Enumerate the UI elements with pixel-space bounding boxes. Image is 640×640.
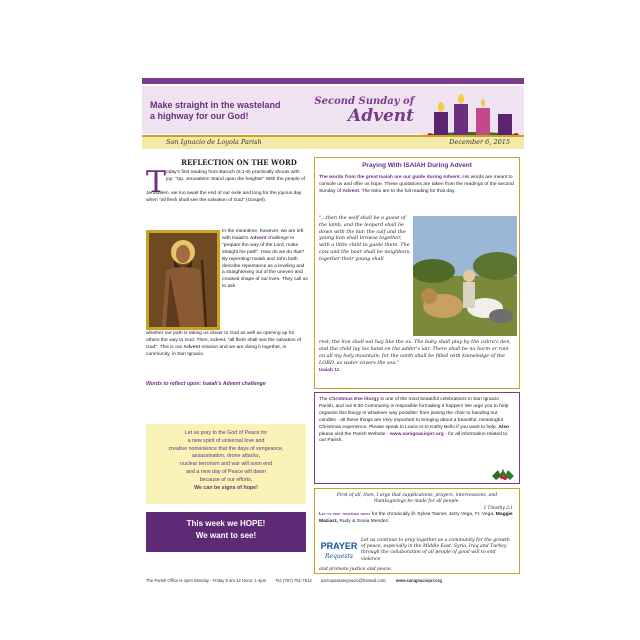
- header-banner: [142, 86, 524, 134]
- logo-text-prayer: PRAYER: [320, 541, 358, 551]
- issue-date: December 6, 2015: [449, 138, 510, 146]
- peace-line: and a new day of Peace will dawn: [186, 468, 266, 475]
- prayer-heading: Let us pray together today: [319, 512, 371, 517]
- tagline-line-2: a highway for our God!: [150, 111, 249, 121]
- title-line-1: Second Sunday of: [314, 96, 414, 107]
- wrap-text-1: In the meantime, however, we are left with Isaiah's: [222, 229, 304, 241]
- newsletter-page: [142, 78, 524, 583]
- hope-banner: [146, 512, 306, 552]
- drop-cap: T: [146, 165, 167, 200]
- peace-line: because of our efforts.: [199, 476, 253, 483]
- prayer-names: for the chronically ill: Sylvia Tasner, Jerry Vega, Fr. Vega,: [371, 512, 495, 517]
- wrap-advent-word: Advent: [249, 235, 267, 241]
- prayer-requests-box: [314, 488, 520, 574]
- peace-line: a new spirit of universal love and: [187, 437, 265, 444]
- john-the-baptist-image: [146, 230, 220, 330]
- isaiah-advent-word: Advent: [342, 188, 359, 194]
- isaiah-quote-text: rest; the lion shall eat hay like the ox. The baby shall play by the cobra's den, and the child lay his hand on the adder's lair. There shall be no harm or ruin on all my holy mountain; for the earth shall be filled with knowledge of the LORD, as water covers the sea.": [319, 339, 511, 366]
- peace-line: creative nonviolence that the days of vengeance,: [168, 445, 284, 452]
- email-address[interactable]: parroquiasanignacio@hotmail.com;: [320, 578, 387, 583]
- isaiah-intro-text: His words are meant to console us and offer us hope. These quotations are taken from the readings of the second Sunday of: [319, 175, 514, 194]
- reflection-full-paragraph: [146, 331, 308, 359]
- prayer-intro-quote: First of all, then, I urge that supplications, prayers, intercessions, and thanksgivings be made for all people,: [336, 493, 498, 504]
- full-advent-word: Advent: [183, 344, 201, 350]
- isaiah-quote-part-2: [319, 339, 515, 375]
- prayer-names-2: Rudy & Sonia Mendez.: [339, 518, 390, 524]
- liturgy-title: Christmas Eve liturgy: [328, 397, 380, 402]
- prayer-continuation: Let us continue to pray together as a community for the growth of peace, especially in the Middle East, Syria, Iraq and Turkey through the collaboration of all people of good will to end violence: [361, 538, 510, 562]
- peaceable-kingdom-image: [413, 216, 517, 336]
- isaiah-intro-end: . The links are to the full reading for that day.: [358, 188, 456, 194]
- logo-text-requests: Requests: [325, 553, 353, 560]
- tagline-line-1: Make straight in the wasteland: [150, 100, 281, 110]
- banner-tagline: [150, 100, 310, 122]
- full-text-2: mission and we are doing it together, in community, in San Ignacio.: [146, 344, 287, 357]
- advent-title: [304, 96, 414, 126]
- reflection-intro-continued: Jerusalem, we too await the end of our exile and long for the joyous day when "all flesh shall see the salvation of God" (Gospel).: [146, 191, 302, 203]
- wrap-text-2: challenge to "prepare the way of the Lord, make straight his path". How do we do that? By repenting! Isaiah and John both describe repentance as a leveling and a straightening out of the uneven and crooked shape of our lives. They call us to ask: [222, 235, 308, 290]
- office-hours: The Parish Office is open Monday - Friday 9 am-12 Noon; 1-4pm: [146, 578, 267, 583]
- phone-number: Tel. (787) 751-7512: [275, 578, 312, 583]
- isaiah-quote-part-1: "...then the wolf shall be a guest of the lamb, and the leopard shall lie down with the kid; the calf and the young lion shall browse together, with a little child to guide them. The cow and the bear shall be neighbors, together their young shall: [319, 215, 411, 262]
- liturgy-pre: The: [319, 397, 328, 402]
- liturgy-text: [319, 397, 515, 445]
- liturgy-also: Also: [498, 424, 510, 430]
- peace-line: assassination, drone attacks,: [191, 453, 261, 460]
- isaiah-intro: [319, 175, 515, 195]
- liturgy-body-2: to bringing about a beautiful, meaningful Christmas experience. Please speak to Laura or to Kathy Bello if you want to help.: [319, 417, 503, 430]
- words-to-reflect: Words to reflect upon: Isaiah's Advent challenge: [146, 381, 266, 387]
- isaiah-title: Praying With ISAIAH During Advent: [362, 162, 472, 169]
- footer-website-link[interactable]: www.sanignacioprr.org: [395, 578, 442, 583]
- isaiah-reference: Isaiah 11: [319, 367, 340, 373]
- prayer-names-bold: Maggie Maziarz,: [319, 512, 513, 524]
- full-text-1: whether our path is taking us closer to God as well as opening up for others the way to God. Then, indeed, "all flesh shall see the salvation of God". This is our: [146, 331, 301, 350]
- peace-line: nuclear terrorism and war will soon end: [179, 461, 273, 468]
- prayer-last-line: and promote justice and peace.: [319, 567, 393, 572]
- page-footer: [146, 578, 522, 583]
- holly-icon: [490, 466, 516, 484]
- parish-name: San Ignacio de Loyola Parish: [166, 138, 262, 146]
- hope-line-2: We want to see!: [195, 531, 257, 540]
- liturgy-body-4: - for all information related to our Parish.: [319, 431, 508, 444]
- parish-website-link[interactable]: www.sanignacioprr.org: [389, 431, 444, 437]
- prayer-list: [319, 512, 515, 525]
- reflection-intro: oday's first reading from Baruch (5:1-9) practically shouts with joy: "Up, Jerusalem! Stand upon the heights!" With the people of: [166, 170, 306, 182]
- prayer-reference: 1 Timothy 2:1: [483, 505, 513, 510]
- title-line-2: Advent: [348, 106, 414, 126]
- hope-line-1: This week we HOPE!: [186, 519, 266, 528]
- reflection-wrap-paragraph: [222, 229, 308, 291]
- liturgy-body: is one of the most beautiful celebrations in San Ignacio Parish, and our 9:30 Community is resposible formaking it happen! We urge you to help organize this liturgy in whatever way possible: from joining the choir to handing out candles - all these things are: [319, 397, 509, 423]
- parish-bar: [142, 137, 524, 149]
- liturgy-body-3: please visit the Parish Website -: [319, 431, 389, 437]
- peace-closing: We can be signs of hope!: [194, 484, 258, 491]
- reflection-title: REFLECTION ON THE WORD: [181, 158, 297, 167]
- isaiah-intro-bold: The words from the great Isaiah are our guide during Advent.: [319, 175, 461, 180]
- peace-line: Let us pray to the God of Peace for: [184, 430, 268, 436]
- prayer-requests-logo: [319, 538, 359, 562]
- peace-prayer-box: [146, 424, 306, 504]
- liturgy-emphasis: Very Important: [382, 417, 415, 423]
- isaiah-box: [314, 157, 520, 389]
- top-accent-bar: [142, 78, 524, 84]
